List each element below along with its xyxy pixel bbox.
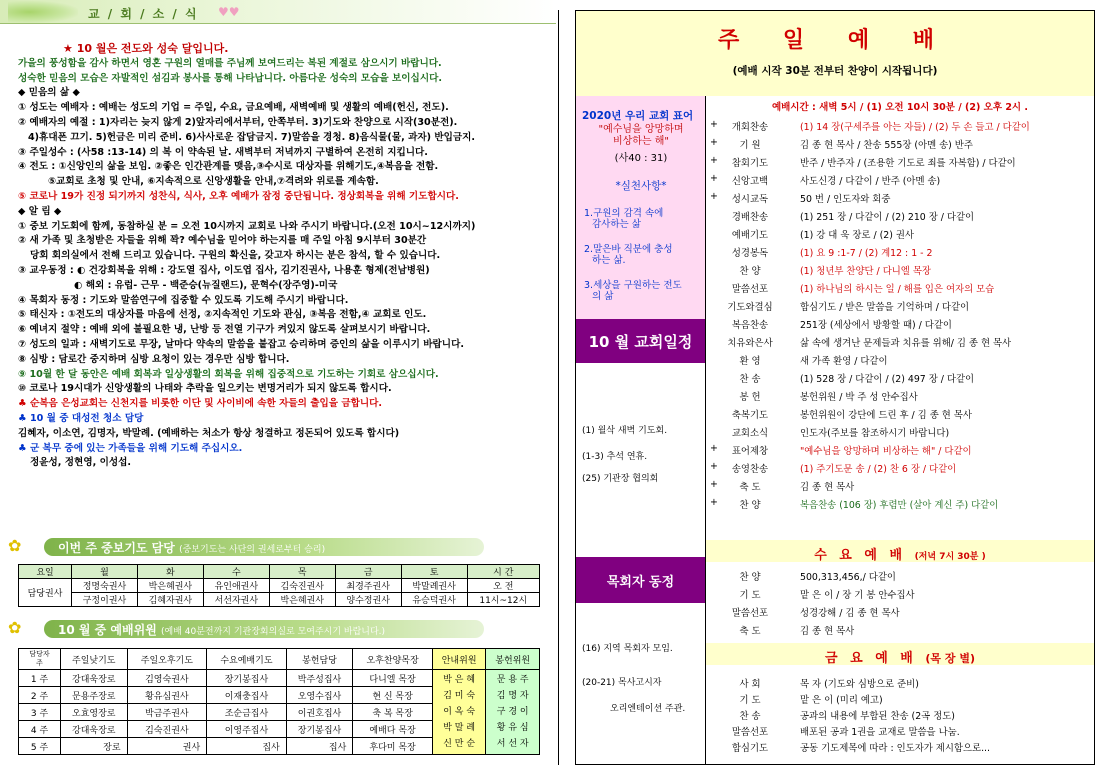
service-times: 예배시간 : 새벽 5시 / (1) 오전 10시 30분 / (2) 오후 2시 . [771,102,1029,113]
sunday-title: 주 일 예 배 [718,28,952,53]
list-item: 성경봉독 (1) 요 9 :1-7 / (2) 계12 : 1 - 2 [731,248,933,259]
event-item: (1) 월삭 새벽 기도회. [582,426,668,436]
list-item: 기 도 맡 은 이 / 장 기 봉 안수집사 [739,590,915,601]
list-item: 말씀선포 배포된 공과 1권을 교재로 말씀을 나눔. [731,727,960,738]
list-item: 사 회 목 자 (기도와 심방으로 준비) [739,679,919,690]
notice-item: ⑨ 10월 한 달 동안은 예배 회복과 일상생활의 회복을 위해 집중적으로 기도하는 기회로 삼으십시다. [18,368,439,380]
leaf-decoration-icon [8,1,78,23]
section-heading: ◆ 알 림 ◆ [18,205,62,217]
event-item: (20-21) 목사고시자 [582,678,662,688]
table-row: 2 주 문용주장로 황유심권사 이재충집사 오영수집사 현 신 목장 [19,687,540,704]
page-divider [558,10,559,765]
table-row: 담당권사 정명숙권사 박은혜권사 유인애권사 김숙진권사 최경주권사 박말례권사 오 전 [19,579,540,593]
table-row: 1 주 강대욱장로 김영숙권사 장기봉집사 박주성집사 다니엘 목장 박 은 혜 김 미 숙 이 옥 숙 박 말 례 신 만 순 문 용 주 김 명 자 구 경 이 황 유 심 서 선 자 [19,670,540,687]
practice-item: 3.세상을 구원하는 전도 [584,280,682,291]
motto-verse: "예수님을 앙망하며 [598,124,684,135]
table-header: 요일 [19,565,72,579]
friday-time: (목 장 별) [925,652,975,665]
list-item: 기 도 맡 은 이 (미리 예고) [739,695,883,706]
intercession-title: 이번 주 중보기도 담당 [58,541,175,555]
table-header: 안내위원 [432,649,486,670]
intercession-subtitle: (중보기도는 사단의 권세로부터 승리) [179,545,326,555]
notice-item: ⑦ 성도의 일과 : 새벽기도로 무장, 날마다 약속의 말씀을 붙잡고 승리하며 증인의 삶을 이루시기 바랍니다. [18,338,464,350]
list-item: 봉 헌 봉헌위원 / 박 주 성 안수집사 [739,392,918,403]
table-header: 시 간 [467,565,539,579]
pastor-events [576,603,706,764]
list-item: 기도와결심 합심기도 / 받은 말씀을 기억하며 / 다같이 [727,302,970,313]
right-page [565,0,1095,771]
intro-line: 성숙한 믿음의 모습은 자발적인 섬김과 봉사를 통해 나타납니다. 아름다운 성숙의 모습을 보이십시다. [18,72,442,84]
friday-title-block [706,643,1094,665]
committee-table: 담당자 주 주일낮기도 주일오후기도 수요예배기도 봉헌담당 오후찬양목장 안내위원 봉헌위원 1 주 강대욱장로 김영숙권사 장기봉집사 박주성집사 다니엘 목장 박 은 혜 김 미 숙 이 옥 숙 박 말 례 신 만 순 문 용 주 김 명 자 구 경 이 황 유 심 서 선 자 2 주 문용주장로 황유심권사 이재충집사 오영수집사 현 신 목장 3 주 오효영장로 박금주권사 조순금집사 이권호집사 축 복 목장 4 주 강대욱장로 김숙진권사 이영주집사 장기봉집사 예배다 목장 5 주 장로 권사 집사 집사 후다미 목장 [18,648,540,755]
table-header: 화 [137,565,203,579]
event-item: 오리엔테이션 주관. [610,704,686,714]
table-header: 수 [203,565,269,579]
flower-icon: ✿ [8,536,22,555]
sunday-title-block [576,11,1094,96]
notice-item: ② 새 가족 및 초청받은 자들을 위해 꽉? 예수님을 믿어야 하는지를 매 주일 아침 9시부터 30분간 [18,235,427,247]
committee-month: 10 [58,623,75,637]
sunday-subtitle: (예배 시작 30분 전부터 찬양이 시작됩니다) [732,65,938,77]
list-item: 찬 송 (1) 528 장 / 다같이 / (2) 497 장 / 다같이 [739,374,975,385]
faith-item: ② 예배자의 예절 : 1)자리는 늦지 않게 2)앞자리에서부터, 안쪽부터. 3)기도와 찬양으로 시작(30분전). [18,116,458,128]
list-item: + 성시교독 50 번 / 인도자와 회중 [710,191,891,205]
table-header: 목 [269,565,335,579]
committee-title: 월 중 예배위원 [78,623,157,637]
order-of-worship [575,10,1095,765]
motto-reference: (사40 : 31) [614,153,668,164]
faith-item: ⑤교회로 초청 및 안내, ⑥지속적으로 신앙생활을 안내,⑦격려와 위로를 계속함. [48,176,379,188]
pastor-news-title: 목회자 동정 [576,557,706,603]
event-item: (16) 지역 목회자 모임. [582,644,673,654]
intercession-table [18,564,540,607]
committee-subtitle: (예배 40분전까지 기관장회의실로 모여주시기 바랍니다.) [161,627,386,637]
list-item: + 송영찬송 (1) 주기도문 송 / (2) 찬 6 장 / 다같이 [710,461,957,475]
list-item: 교회소식 인도자(주보를 참조하시기 바랍니다) [731,428,950,439]
table-header: 오후찬양목장 [353,649,433,670]
faith-item: ④ 전도 : ①신앙인의 삶을 보임. ②좋은 인간관계를 맺음,③수시로 대상자를 위해기도,④복음을 전함. [18,161,439,173]
announcements [18,42,548,471]
event-item: (1-3) 추석 연휴. [582,452,648,462]
table-header: 주일낮기도 [61,649,128,670]
october-schedule-title: 10 월 교회일정 [576,319,706,363]
list-item: 치유와은사 삶 속에 생겨난 문제들과 치유를 위해/ 김 종 현 목사 [727,338,1012,349]
list-item: + 표어제창 "예수님을 앙망하며 비상하는 해" / 다같이 [710,443,972,457]
list-item: 찬 송 공과의 내용에 부합된 찬송 (2곡 정도) [739,711,955,722]
table-header: 월 [72,565,138,579]
wednesday-time: (저녁 7시 30분 ) [914,552,986,562]
notice-item: ③ 교우동정 : ◐ 건강회복을 위해 : 강도열 집사, 이도엽 집사, 김기진권사, 나용훈 형제(전남병원) [18,264,430,276]
list-item: 복음찬송 251장 (세상에서 방황할 때) / 다같이 [731,320,952,331]
list-item: 찬 양 (1) 청년부 찬양단 / 다니엘 목장 [739,266,931,277]
notice-item: 당회 회의실에서 전해 드리고 있습니다. 구원의 확신을, 갖고자 하시는 분은 참석, 할 수 있습니다. [30,250,441,262]
notice-item: 정윤성, 정현영, 이성섭. [30,457,132,469]
notice-item: ④ 목회자 동정 : 기도와 말씀연구에 집중할 수 있도록 기도해 주시기 바랍니다. [18,294,349,306]
notice-item: ⑤ 태신자 : ①전도의 대상자를 마음에 선정, ②지속적인 기도와 관심, ③복음 전함,④ 교회로 인도. [18,309,427,321]
wednesday-title: 수 요 예 배 [814,548,907,563]
table-header: 수요예배기도 [207,649,287,670]
notice-item: ① 중보 기도회에 함께, 동참하실 분 = 오전 10시까지 교회로 나와 주시기 바랍니다.(오전 10시~12시까지) [18,220,476,232]
list-item: 말씀선포 성경강해 / 김 종 현 목사 [731,608,900,619]
list-item: 경배찬송 (1) 251 장 / 다같이 / (2) 210 장 / 다같이 [731,212,975,223]
practice-item: 감사하는 삶 [592,219,641,230]
list-item: 말씀선포 (1) 하나님의 하시는 일 / 해를 입은 여자의 모습 [731,284,995,295]
table-header: 봉헌위원 [486,649,540,670]
notice-item: ⑥ 예녀지 절약 : 예배 외에 불필요한 냉, 난방 등 전열 기구가 켜있지 않도록 살펴보시기 바랍니다. [18,324,431,336]
notice-item: ⑧ 심방 : 담로간 중지하며 심방 요청이 있는 경우만 심방 합니다. [18,353,290,365]
practice-item: 2.말은바 직분에 충성 [584,244,673,255]
flower-icon: ✿ [8,618,22,637]
list-item: 합심기도 공동 기도제목에 따라 : 인도자가 제시함으로... [731,743,991,754]
list-item: + 기 원 김 종 현 목사 / 찬송 555장 (아멘 송) 반주 [710,137,973,151]
notice-item: 김혜자, 이소연, 김명자, 박말례. (예배하는 처소가 항상 청결하고 정돈되어 있도록 합시다) [18,427,400,439]
notice-item: ♣ 순복음 은성교회는 신천지를 비롯한 이단 및 사이비에 속한 자들의 출입을 금합니다. [18,398,383,410]
section-heading: ◆ 믿음의 삶 ◆ [18,87,80,99]
offering-cell: 문 용 주 김 명 자 구 경 이 황 유 심 서 선 자 [486,670,540,755]
list-item: + 신앙고백 사도신경 / 다같이 / 반주 (아멘 송) [710,173,941,187]
wednesday-title-block [706,540,1094,562]
faith-item: ③ 주일성수 : (사58 :13-14) 의 복 이 약속된 날. 새벽부터 저녁까지 구별하여 온전히 지킵니다. [18,146,428,158]
ushers-cell: 박 은 혜 김 미 숙 이 옥 숙 박 말 례 신 만 순 [432,670,486,755]
intro-line: 가을의 풍성함을 감사 하면서 영혼 구원의 열매를 주님께 보여드리는 복된 계절로 삼으시기 바랍니다. [18,57,442,69]
intercession-header [0,536,540,558]
table-header: 봉헌담당 [286,649,353,670]
table-header: 토 [401,565,467,579]
friday-title: 금 요 예 배 [825,651,917,666]
faith-item: ① 성도는 예배자 : 예배는 성도의 기업 = 주일, 수요, 금요예배, 새벽예배 및 생활의 예배(헌신, 전도). [18,102,449,114]
table-row: 구정이권사 김혜자권사 서선자권사 박은혜권사 양수정권사 유승덕권사 11시~12시 [19,593,540,607]
church-motto-panel [576,96,706,319]
practice-heading: *실천사항* [615,180,667,192]
news-banner [0,0,556,24]
practice-item: 의 삶 [592,291,614,302]
table-header: 금 [335,565,401,579]
table-header: 주일오후기도 [127,649,207,670]
motto-verse: 비상하는 해" [612,136,670,147]
list-item: 환 영 새 가족 환영 / 다같이 [739,356,888,367]
list-item: + 찬 양 복음찬송 (106 장) 후렴만 (살아 계신 주) 다같이 [710,497,999,511]
list-item: 예배기도 (1) 강 대 욱 장로 / (2) 권사 [731,230,914,241]
table-row: 3 주 오효영장로 박금주권사 조순금집사 이권호집사 축 복 목장 [19,704,540,721]
list-item: + 참회기도 반주 / 반주자 / (조용한 기도로 죄를 자복함) / 다같이 [710,155,1016,169]
list-item: 축복기도 봉헌위원이 강단에 드린 후 / 김 종 현 목사 [731,410,972,421]
faith-item: 4)휴대폰 끄기. 5)헌금은 미리 준비. 6)사사로운 잡담금지. 7)말씀을 경청. 8)음식물(물, 과자) 반입금지. [28,131,476,143]
faith-item: ⑤ 코로나 19가 진정 되기까지 성찬식, 식사, 오후 예배가 잠정 중단됩니다. 정상회복을 위해 기도합시다. [18,190,459,202]
notice-item: ⑩ 코로나 19시대가 신앙생활의 나태와 추락을 일으키는 변명거리가 되지 않도록 합시다. [18,383,392,395]
october-events [576,363,706,557]
practice-item: 1.구원의 감격 속에 [584,208,664,219]
notice-item: ♣ 군 복무 중에 있는 가족들을 위해 기도해 주십시오. [18,442,243,454]
event-item: (25) 기관장 협의회 [582,474,659,484]
heart-icon: ♥♥ [218,5,240,19]
motto-year: 2020년 우리 교회 표어 [582,110,694,122]
list-item: + 개회찬송 (1) 14 장(구세주를 아는 자들) / (2) 두 손 들고 / 다같이 [710,119,1030,133]
notice-item: ♣ 10 월 중 대성전 청소 담당 [18,412,144,424]
banner-title: 교 / 회 / 소 / 식 [88,7,199,21]
list-item: 찬 양 500,313,456,/ 다같이 [739,572,896,583]
practice-item: 하는 삶. [592,255,626,266]
committee-header [0,618,540,640]
table-row: 5 주 장로 권사 집사 집사 후다미 목장 [19,738,540,755]
headline: ★ 10 월은 전도와 성숙 달입니다. [63,42,229,55]
list-item: 축 도 김 종 현 목사 [739,626,855,637]
list-item: + 축 도 김 종 현 목사 [710,479,855,493]
table-row: 4 주 강대욱장로 김숙진권사 이영주집사 장기봉집사 예배다 목장 [19,721,540,738]
notice-item: ◐ 해외 : 유럽- 근무 - 백준승(뉴질랜드), 문혁수(장주영)-미국 [74,279,338,291]
